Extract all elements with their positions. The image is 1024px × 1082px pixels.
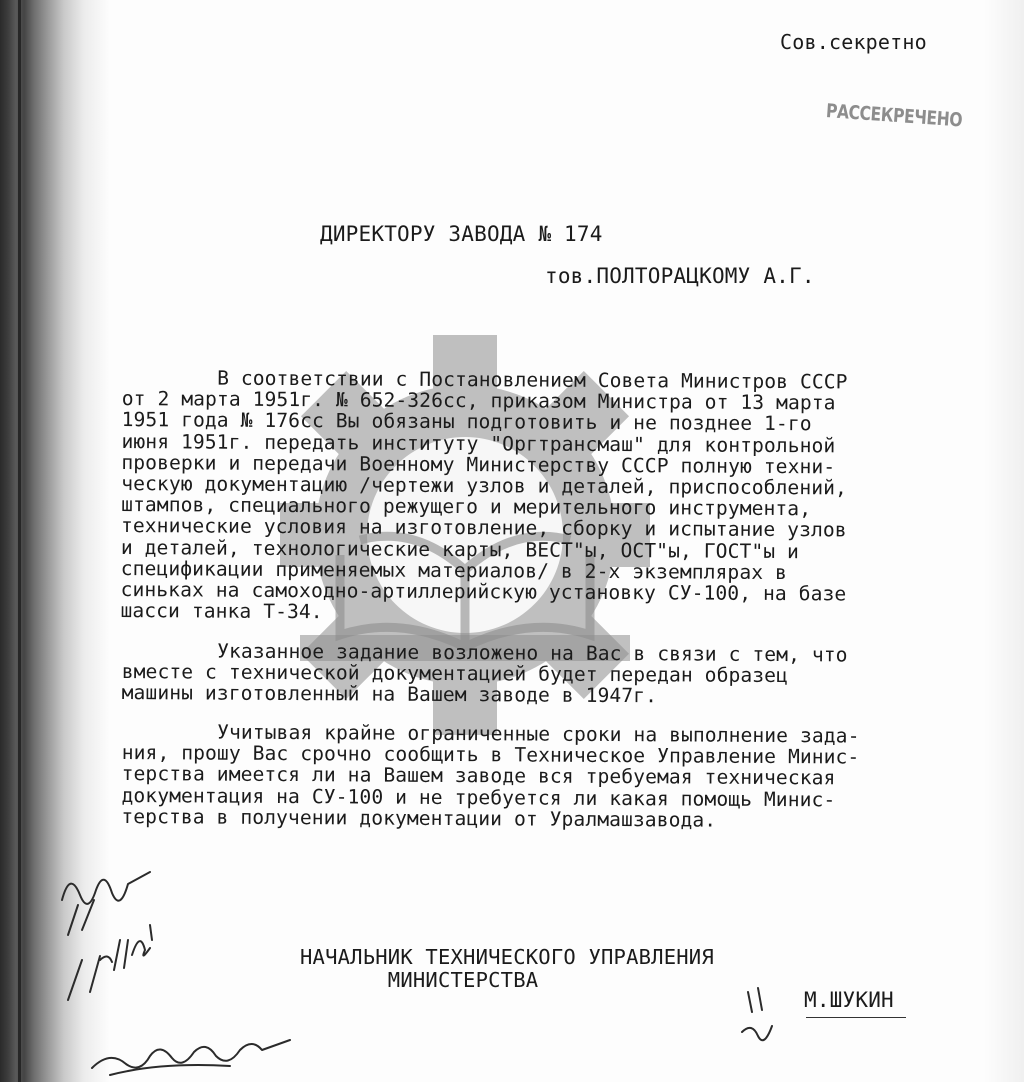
signatory-underline — [806, 1017, 906, 1018]
addressee-title: ДИРЕКТОРУ ЗАВОДА № 174 — [320, 222, 603, 246]
signatory-name: М.ШУКИН — [804, 988, 894, 1012]
classification-mark: Сов.секретно — [780, 30, 927, 54]
signatory-position: НАЧАЛЬНИК ТЕХНИЧЕСКОГО УПРАВЛЕНИЯ МИНИСТЕРСТВА — [300, 945, 714, 992]
signer-handwritten-mark — [742, 988, 772, 1040]
body-paragraph-1: В соответствии с Постановлением Совета Министров СССР от 2 марта 1951г. № 652-326сс, приказом Министра от 13 марта 1951 года № 176сс Вы обязаны подготовить и не позднее 1-го июня 1951г. передать институту "Оргтрансмаш" для контрольной проверки и передачи Военному Министерству СССР полную техни- ческую документацию /чертежи узлов и деталей, приспособлений, штампов, специального режущего и мерительного инструмента, технические условия на изготовление, сборку и испытание узлов и деталей, технологические карты, ВЕСТ"ы, ОСТ"ы, ГОСТ"ы и спецификации применяемых материалов/ в 2-х экземплярах в синьках на самоходно-артиллерийскую установку СУ-100, на базе шасси танка Т-34. — [120, 366, 848, 624]
body-paragraph-3: Учитывая крайне ограниченные сроки на выполнение зада- ния, прошу Вас срочно сообщить в Техническое Управление Минис- терства имеется ли на Вашем заводе вся требуемая техническая документация на СУ-100 и не требуется ли какая помощь Минис- терства в получении документации от Уралмашзавода. — [121, 720, 860, 832]
right-page-edge — [984, 0, 1024, 1082]
declassified-stamp: РАССЕКРЕЧЕНО — [825, 100, 963, 132]
binding-streak — [18, 0, 21, 1082]
body-paragraph-2: Указанное задание возложено на Вас в связи с тем, что вместе с технической документацией будет передан образец машины изготовленный на Вашем заводе в 1947г. — [121, 639, 848, 708]
addressee-name: тов.ПОЛТОРАЦКОМУ А.Г. — [545, 264, 815, 288]
binding-shadow — [0, 0, 110, 1082]
bottom-left-signature — [92, 1040, 290, 1068]
